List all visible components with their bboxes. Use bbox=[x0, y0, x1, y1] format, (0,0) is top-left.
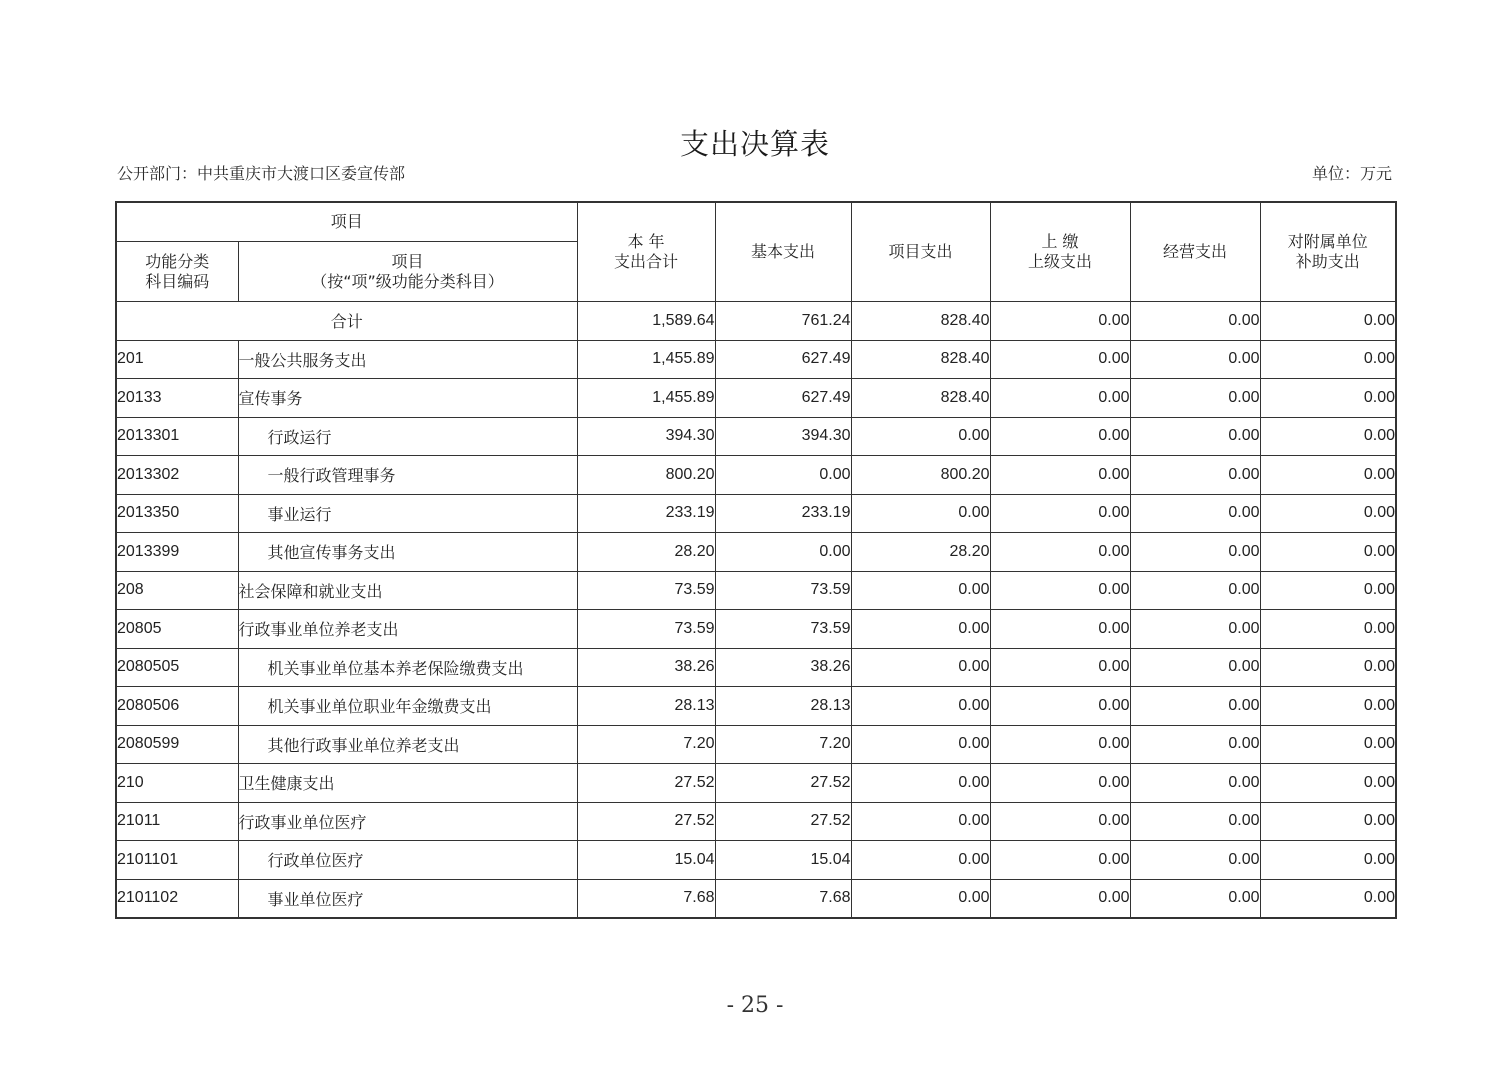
table-row bbox=[116, 879, 1396, 918]
cell-subsidy: 0.00 bbox=[1260, 764, 1396, 803]
cell-total: 233.19 bbox=[577, 494, 715, 533]
cell-upper: 0.00 bbox=[990, 417, 1130, 456]
cell-project: 800.20 bbox=[851, 456, 990, 495]
cell-project: 828.40 bbox=[851, 379, 990, 418]
cell-upper: 0.00 bbox=[990, 533, 1130, 572]
page-number: - 25 - bbox=[726, 993, 784, 1018]
cell-basic: 7.68 bbox=[715, 879, 851, 918]
header-project-group: 项目 bbox=[116, 202, 577, 242]
table-row bbox=[116, 379, 1396, 418]
cell-name: 其他行政事业单位养老支出 bbox=[238, 725, 577, 764]
cell-upper: 0.00 bbox=[990, 494, 1130, 533]
cell-project: 0.00 bbox=[851, 841, 990, 880]
cell-project: 28.20 bbox=[851, 533, 990, 572]
total-cell-subsidy: 0.00 bbox=[1260, 302, 1396, 341]
cell-upper: 0.00 bbox=[990, 687, 1130, 726]
total-cell-basic: 761.24 bbox=[715, 302, 851, 341]
cell-basic: 38.26 bbox=[715, 648, 851, 687]
header-project: 项目支出 bbox=[851, 202, 990, 302]
cell-basic: 627.49 bbox=[715, 379, 851, 418]
cell-subsidy: 0.00 bbox=[1260, 494, 1396, 533]
cell-subsidy: 0.00 bbox=[1260, 687, 1396, 726]
cell-project: 0.00 bbox=[851, 725, 990, 764]
cell-total: 27.52 bbox=[577, 802, 715, 841]
cell-upper: 0.00 bbox=[990, 648, 1130, 687]
cell-business: 0.00 bbox=[1130, 494, 1260, 533]
header-total: 本 年 支出合计 bbox=[577, 202, 715, 302]
cell-business: 0.00 bbox=[1130, 802, 1260, 841]
cell-name: 机关事业单位职业年金缴费支出 bbox=[238, 687, 577, 726]
cell-total: 1,455.89 bbox=[577, 379, 715, 418]
cell-business: 0.00 bbox=[1130, 417, 1260, 456]
total-cell-upper: 0.00 bbox=[990, 302, 1130, 341]
cell-total: 7.68 bbox=[577, 879, 715, 918]
cell-business: 0.00 bbox=[1130, 648, 1260, 687]
cell-name: 社会保障和就业支出 bbox=[238, 571, 577, 610]
cell-business: 0.00 bbox=[1130, 533, 1260, 572]
cell-subsidy: 0.00 bbox=[1260, 456, 1396, 495]
cell-project: 0.00 bbox=[851, 648, 990, 687]
table-row bbox=[116, 725, 1396, 764]
cell-upper: 0.00 bbox=[990, 764, 1130, 803]
cell-name: 卫生健康支出 bbox=[238, 764, 577, 803]
cell-project: 0.00 bbox=[851, 764, 990, 803]
cell-business: 0.00 bbox=[1130, 379, 1260, 418]
cell-total: 28.13 bbox=[577, 687, 715, 726]
cell-code: 2013302 bbox=[116, 456, 238, 495]
cell-upper: 0.00 bbox=[990, 571, 1130, 610]
cell-project: 0.00 bbox=[851, 802, 990, 841]
cell-total: 15.04 bbox=[577, 841, 715, 880]
cell-business: 0.00 bbox=[1130, 687, 1260, 726]
cell-subsidy: 0.00 bbox=[1260, 379, 1396, 418]
page-title: 支出决算表 bbox=[679, 127, 830, 161]
cell-code: 20805 bbox=[116, 610, 238, 649]
total-cell-total: 1,589.64 bbox=[577, 302, 715, 341]
cell-basic: 7.20 bbox=[715, 725, 851, 764]
total-label: 合计 bbox=[116, 302, 577, 341]
cell-upper: 0.00 bbox=[990, 841, 1130, 880]
table-row bbox=[116, 687, 1396, 726]
cell-business: 0.00 bbox=[1130, 725, 1260, 764]
header-name: 项目 （按“项”级功能分类科目） bbox=[238, 242, 577, 302]
cell-project: 0.00 bbox=[851, 879, 990, 918]
cell-name: 宣传事务 bbox=[238, 379, 577, 418]
cell-subsidy: 0.00 bbox=[1260, 879, 1396, 918]
total-cell-business: 0.00 bbox=[1130, 302, 1260, 341]
header-code: 功能分类 科目编码 bbox=[116, 242, 238, 302]
cell-project: 0.00 bbox=[851, 687, 990, 726]
table-row bbox=[116, 340, 1396, 379]
cell-code: 201 bbox=[116, 340, 238, 379]
cell-name: 行政事业单位医疗 bbox=[238, 802, 577, 841]
cell-project: 0.00 bbox=[851, 610, 990, 649]
cell-total: 800.20 bbox=[577, 456, 715, 495]
cell-basic: 0.00 bbox=[715, 456, 851, 495]
cell-total: 73.59 bbox=[577, 610, 715, 649]
cell-code: 2080599 bbox=[116, 725, 238, 764]
cell-total: 394.30 bbox=[577, 417, 715, 456]
cell-subsidy: 0.00 bbox=[1260, 571, 1396, 610]
cell-upper: 0.00 bbox=[990, 340, 1130, 379]
cell-subsidy: 0.00 bbox=[1260, 533, 1396, 572]
cell-upper: 0.00 bbox=[990, 725, 1130, 764]
table-row bbox=[116, 456, 1396, 495]
cell-subsidy: 0.00 bbox=[1260, 841, 1396, 880]
cell-subsidy: 0.00 bbox=[1260, 417, 1396, 456]
cell-project: 0.00 bbox=[851, 417, 990, 456]
cell-code: 2080505 bbox=[116, 648, 238, 687]
table-row bbox=[116, 494, 1396, 533]
cell-name: 机关事业单位基本养老保险缴费支出 bbox=[238, 648, 577, 687]
cell-business: 0.00 bbox=[1130, 841, 1260, 880]
cell-total: 38.26 bbox=[577, 648, 715, 687]
cell-business: 0.00 bbox=[1130, 456, 1260, 495]
cell-code: 20133 bbox=[116, 379, 238, 418]
cell-subsidy: 0.00 bbox=[1260, 610, 1396, 649]
cell-basic: 233.19 bbox=[715, 494, 851, 533]
cell-project: 828.40 bbox=[851, 340, 990, 379]
table-body bbox=[116, 302, 1396, 919]
cell-business: 0.00 bbox=[1130, 571, 1260, 610]
table-row bbox=[116, 610, 1396, 649]
cell-basic: 394.30 bbox=[715, 417, 851, 456]
table-row bbox=[116, 841, 1396, 880]
cell-code: 2013350 bbox=[116, 494, 238, 533]
cell-code: 2013399 bbox=[116, 533, 238, 572]
table-header bbox=[116, 202, 1396, 302]
cell-subsidy: 0.00 bbox=[1260, 648, 1396, 687]
cell-code: 2080506 bbox=[116, 687, 238, 726]
cell-upper: 0.00 bbox=[990, 379, 1130, 418]
cell-code: 21011 bbox=[116, 802, 238, 841]
cell-name: 行政事业单位养老支出 bbox=[238, 610, 577, 649]
total-row bbox=[116, 302, 1396, 341]
cell-upper: 0.00 bbox=[990, 802, 1130, 841]
cell-code: 2013301 bbox=[116, 417, 238, 456]
unit-label: 单位：万元 bbox=[1311, 164, 1392, 183]
cell-name: 其他宣传事务支出 bbox=[238, 533, 577, 572]
cell-business: 0.00 bbox=[1130, 879, 1260, 918]
table-row bbox=[116, 648, 1396, 687]
cell-basic: 0.00 bbox=[715, 533, 851, 572]
cell-name: 事业单位医疗 bbox=[238, 879, 577, 918]
total-cell-project: 828.40 bbox=[851, 302, 990, 341]
cell-total: 73.59 bbox=[577, 571, 715, 610]
cell-subsidy: 0.00 bbox=[1260, 340, 1396, 379]
cell-upper: 0.00 bbox=[990, 456, 1130, 495]
header-basic: 基本支出 bbox=[715, 202, 851, 302]
cell-business: 0.00 bbox=[1130, 610, 1260, 649]
cell-subsidy: 0.00 bbox=[1260, 725, 1396, 764]
cell-basic: 15.04 bbox=[715, 841, 851, 880]
table-row bbox=[116, 571, 1396, 610]
cell-total: 28.20 bbox=[577, 533, 715, 572]
cell-name: 事业运行 bbox=[238, 494, 577, 533]
cell-name: 一般行政管理事务 bbox=[238, 456, 577, 495]
cell-name: 行政运行 bbox=[238, 417, 577, 456]
cell-basic: 27.52 bbox=[715, 802, 851, 841]
cell-code: 2101101 bbox=[116, 841, 238, 880]
cell-basic: 28.13 bbox=[715, 687, 851, 726]
table-row bbox=[116, 802, 1396, 841]
cell-code: 2101102 bbox=[116, 879, 238, 918]
cell-upper: 0.00 bbox=[990, 610, 1130, 649]
cell-code: 208 bbox=[116, 571, 238, 610]
cell-business: 0.00 bbox=[1130, 340, 1260, 379]
department-label: 公开部门：中共重庆市大渡口区委宣传部 bbox=[117, 164, 406, 183]
header-business: 经营支出 bbox=[1130, 202, 1260, 302]
header-upper: 上 缴 上级支出 bbox=[990, 202, 1130, 302]
cell-business: 0.00 bbox=[1130, 764, 1260, 803]
expenditure-table bbox=[115, 201, 1397, 919]
cell-name: 一般公共服务支出 bbox=[238, 340, 577, 379]
cell-basic: 73.59 bbox=[715, 610, 851, 649]
cell-name: 行政单位医疗 bbox=[238, 841, 577, 880]
cell-basic: 627.49 bbox=[715, 340, 851, 379]
cell-total: 27.52 bbox=[577, 764, 715, 803]
cell-project: 0.00 bbox=[851, 494, 990, 533]
cell-code: 210 bbox=[116, 764, 238, 803]
table-row bbox=[116, 533, 1396, 572]
cell-subsidy: 0.00 bbox=[1260, 802, 1396, 841]
table-row bbox=[116, 417, 1396, 456]
cell-basic: 73.59 bbox=[715, 571, 851, 610]
cell-total: 1,455.89 bbox=[577, 340, 715, 379]
table-row bbox=[116, 764, 1396, 803]
cell-total: 7.20 bbox=[577, 725, 715, 764]
header-subsidy: 对附属单位 补助支出 bbox=[1260, 202, 1396, 302]
cell-upper: 0.00 bbox=[990, 879, 1130, 918]
cell-basic: 27.52 bbox=[715, 764, 851, 803]
cell-project: 0.00 bbox=[851, 571, 990, 610]
